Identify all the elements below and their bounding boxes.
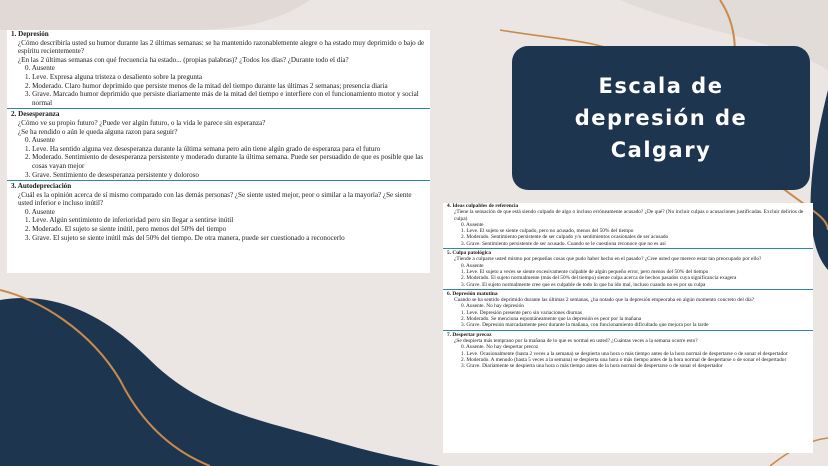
- rating-option: 0. Ausente: [461, 221, 484, 228]
- questionnaire-panel-right: [443, 203, 813, 453]
- rating-option: 2. Moderado. Se menciona espontáneamente que la depresión es peor por la mañana: [461, 316, 642, 323]
- right-navy-blob: [811, 90, 828, 270]
- section-question: ¿Tiene la sensación de que está siendo culpado de algo o incluso erróneamente acusado? ¿De qué? (No incluir culpas o acusaciones justificadas. Excluir delirios de culpa): [454, 209, 804, 222]
- section-question: ¿Tiende a culparse usted mismo por pequeñas cosas que pudo haber hecho en el pasado? ¿Cree usted que merece estar tan preocupado por ello?: [454, 256, 762, 263]
- rating-option: 2. Moderado. Claro humor deprimido que persiste menos de la mitad del tiempo durante las últimas 2 semanas; presencia diaria: [25, 81, 388, 90]
- rating-option: 2. Moderado. Sentimiento persistente de ser culpado y/o sentimientos ocasionales de ser acusado: [461, 234, 669, 241]
- section-question: ¿En las 2 últimas semanas con qué frecuencia ha estado... (propias palabras)? ¿Todos los días? ¿Durante todo el día?: [18, 55, 349, 64]
- section-divider: [7, 180, 430, 181]
- questionnaire-panel-left: [7, 30, 430, 273]
- rating-option: 0. Ausente: [461, 262, 484, 269]
- section-question: ¿Cuál es la opinión acerca de sí mismo comparado con las demás personas? ¿Se siente usted mejor, peor o similar a la mayoría? ¿Se siente usted inferior e incluso inútil?: [18, 190, 412, 208]
- section-title: 5. Culpa patológica: [447, 250, 492, 257]
- bottom-left-navy-blob: [0, 298, 440, 466]
- section-title: 3. Autodepreciación: [11, 182, 72, 191]
- rating-option: 3. Grave. Diariamente se despierta una hora o más tiempo antes de la hora normal de despertarse o de sonar el despertador: [461, 363, 723, 370]
- section-divider: [443, 330, 813, 331]
- scale-section: [443, 291, 813, 329]
- scale-section: [7, 182, 430, 242]
- section-question: ¿Se despierta más temprano por la mañana de lo que es normal en usted? ¿Cuántas veces a la semana ocurre esto?: [454, 337, 698, 344]
- section-divider: [7, 108, 430, 109]
- section-title: 2. Desesperanza: [11, 110, 60, 119]
- section-question: ¿Cómo describiría usted su humor durante las 2 últimas semanas: se ha mantenido razonablemente alegre o ha estado muy deprimido o bajo de espíritu recientemente?: [18, 38, 425, 56]
- rating-option: 3. Grave. Depresión marcadamente peor durante la mañana, con funcionamiento dificultado que mejora por la tarde: [461, 322, 709, 329]
- rating-option: 2. Moderado. El sujeto normalmente (más del 50% del tiempo) siente culpa acerca de hechos pasados cuya significancia exagera: [461, 275, 737, 282]
- rating-option: 2. Moderado. Sentimiento de desesperanza persistente y moderado durante la última semana. Puede ser persuadido de que es posible que las cosas vayan mejor: [25, 153, 424, 170]
- rating-option: 1. Leve. Ha sentido alguna vez desesperanza durante la última semana pero aún tiene algún grado de esperanza para el futuro: [25, 144, 381, 153]
- rating-option: 1. Leve. Ocasionalmente (hasta 2 veces a la semana) se despierta una hora o más tiempo antes de la hora normal de despertarse o de sonar el despertador: [461, 350, 788, 357]
- rating-option: 2. Moderado. El sujeto se siente inútil, pero menos del 50% del tiempo: [25, 225, 227, 234]
- scale-section: [443, 203, 813, 247]
- section-question: ¿Se ha rendido o aún le queda alguna razon para seguir?: [18, 127, 178, 136]
- rating-option: 3. Grave. El sujeto se siente inútil más del 50% del tiempo. De otra manera, puede ser cuestionado a reconocerlo: [25, 233, 345, 242]
- rating-option: 1. Leve. El sujeto se siente culpado, pero no acusado, menos del 50% del tiempo: [461, 228, 634, 235]
- rating-option: 1. Leve. El sujeto a veces se siente excesivamente culpable de algún pequeño error, pero menos del 50% del tiempo: [461, 268, 709, 275]
- title-card: [512, 46, 810, 190]
- rating-option: 3. Grave. Sentimiento persistente de ser acusado. Cuando se le cuestiona reconoce que no es así: [461, 240, 666, 247]
- section-divider: [443, 289, 813, 290]
- scale-section: [7, 110, 430, 179]
- rating-option: 0. Ausente. No hay despertar precoz: [461, 344, 539, 351]
- rating-option: 1. Leve. Algún sentimiento de inferioridad pero sin llegar a sentirse inútil: [25, 216, 234, 225]
- rating-option: 3. Grave. El sujeto normalmente cree que es culpable de todo lo que ha ido mal, incluso cuando no es por su culpa: [461, 281, 706, 288]
- rating-option: 3. Grave. Marcado humor deprimido que persiste diariamente más de la mitad del tiempo e interfiere con el funcionamiento motor y social normal: [25, 90, 419, 107]
- section-title: 7. Despertar precoz: [447, 331, 492, 338]
- rating-option: 0. Ausente: [25, 64, 55, 73]
- top-left-light-blob: [0, 0, 310, 30]
- rating-option: 2. Moderado. A menudo (hasta 5 veces a la semana) se despierta una hora o más tiempo antes de la hora normal de despertarse o de sonar el despertador: [461, 356, 787, 363]
- section-divider: [443, 248, 813, 249]
- section-question: ¿Cómo ve su propio futuro? ¿Puede ver algún futuro, o la vida le parece sin esperanza?: [18, 118, 266, 127]
- rating-option: 1. Leve. Expresa alguna tristeza o desaliento sobre la pregunta: [25, 72, 203, 81]
- rating-option: 0. Ausente. No hay depresión: [461, 303, 524, 310]
- scale-section: [443, 250, 813, 288]
- section-title: 4. Ideas culpables de referencia: [447, 203, 519, 209]
- scale-section: [443, 332, 813, 370]
- rating-option: 1. Leve. Depresión presente pero sin variaciones diurnas: [461, 309, 582, 316]
- rating-option: 3. Grave. Sentimiento de desesperanza persistente y doloroso: [25, 170, 199, 179]
- section-question: Cuando se ha sentido deprimido durante las últimas 2 semanas, ¿ha notado que la depresión empeoraba en algún momento concreto del día?: [454, 297, 755, 304]
- section-title: 1. Depresión: [11, 30, 49, 38]
- scale-section: [7, 30, 430, 107]
- rating-option: 0. Ausente: [25, 136, 55, 145]
- section-title: 6. Depresión matutina: [447, 290, 498, 297]
- slide-title: Escala de depresión de Calgary: [574, 74, 748, 162]
- rating-option: 0. Ausente: [25, 207, 55, 216]
